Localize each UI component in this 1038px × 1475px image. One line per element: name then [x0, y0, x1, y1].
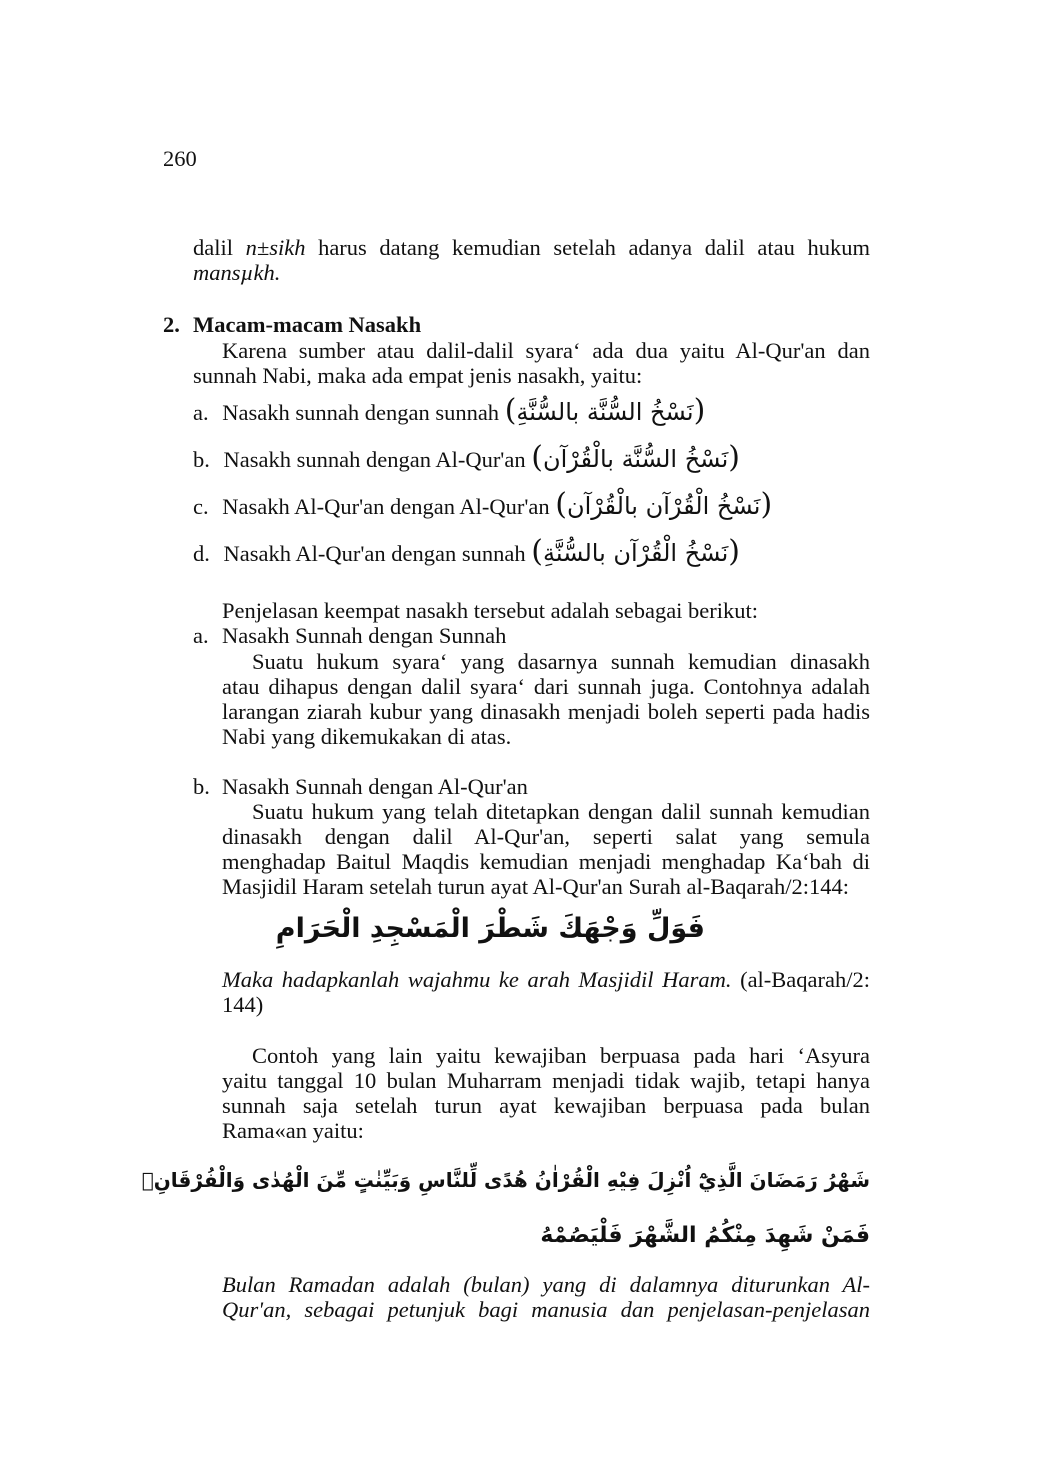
sub-a-letter: a.	[193, 623, 209, 648]
verse-baqarah-185-line-2: فَمَنْ شَهِدَ مِنْكُمُ الشَّهْرَ فَلْيَصُمْهُ	[540, 1223, 870, 1248]
intro-line-2: mansµkh.	[193, 260, 281, 285]
explanation-intro: Penjelasan keempat nasakh tersebut adalah sebagai berikut:	[222, 598, 759, 623]
translation-ref: (al-Baqarah/2:	[740, 967, 871, 992]
sub-b-line-3: menghadap Baitul Maqdis kemudian menjadi menghadap Ka‘bah di	[222, 849, 870, 874]
type-letter: b.	[193, 447, 210, 472]
type-arabic: نَسْخُ الْقُرْآن بالسُّنَّةِ	[542, 539, 729, 567]
verse-baqarah-144: فَوَلِّ وَجْهَكَ شَطْرَ الْمَسْجِدِ الْحَرَامِ	[275, 913, 705, 944]
type-letter: c.	[193, 494, 209, 519]
verse-baqarah-185-line-1: شَهْرُ رَمَضَانَ الَّذِيْٓ اُنْزِلَ فِيْهِ الْقُرْاٰنُ هُدًى لِّلنَّاسِ وَبَيِّنٰتٍ مِّنَ الْهُدٰى وَالْفُرْقَانِۚ	[141, 1168, 870, 1192]
intro-text: dalil	[193, 235, 246, 260]
sub-b-title: Nasakh Sunnah dengan Al-Qur'an	[222, 774, 528, 799]
sub-a-line-1: Suatu hukum syara‘ yang dasarnya sunnah kemudian dinasakh	[252, 649, 870, 674]
type-item-a	[193, 393, 706, 428]
sub-a-line-4: Nabi yang dikemukakan di atas.	[222, 724, 512, 749]
sub-a-title: Nasakh Sunnah dengan Sunnah	[222, 623, 507, 648]
section-number: 2.	[163, 312, 180, 337]
type-item-b	[193, 440, 740, 475]
type-label: Nasakh Al-Qur'an dengan Al-Qur'an	[222, 494, 550, 519]
sub-b-line-2: dinasakh dengan dalil Al-Qur'an, seperti salat yang semula	[222, 824, 870, 849]
type-arabic: نَسْخُ السُّنَّة بالْقُرْآن	[542, 445, 729, 473]
example-line-1: Contoh yang lain yaitu kewajiban berpuasa pada hari ‘Asyura	[252, 1043, 870, 1068]
paren-close: )	[760, 487, 773, 522]
paren-open: (	[531, 534, 543, 569]
type-letter: d.	[193, 541, 210, 566]
section-para-line-2: sunnah Nabi, maka ada empat jenis nasakh, yaitu:	[193, 363, 643, 388]
intro-line-1	[193, 235, 870, 260]
example-line-4: Rama«an yaitu:	[222, 1118, 364, 1143]
translation-baqarah-144	[222, 967, 870, 992]
translation-text: Maka hadapkanlah wajahmu ke arah Masjidil Haram.	[222, 967, 732, 992]
translation-185-line-2: Qur'an, sebagai petunjuk bagi manusia dan penjelasan-penjelasan	[222, 1297, 870, 1322]
sub-a-line-3: larangan ziarah kubur yang dinasakh menjadi boleh seperti pada hadis	[222, 699, 870, 724]
type-label: Nasakh sunnah dengan sunnah	[222, 400, 500, 425]
type-item-c	[193, 487, 773, 522]
paren-close: )	[728, 534, 740, 569]
page-number: 260	[163, 146, 197, 171]
translation-ref-cont: 144)	[222, 992, 264, 1017]
intro-text-rest: harus datang kemudian setelah adanya dalil atau hukum	[305, 235, 870, 260]
type-arabic: نَسْخُ الْقُرْآن بالْقُرْآن	[567, 492, 761, 520]
example-line-2: yaitu tanggal 10 bulan Muharram menjadi tidak wajib, tetapi hanya	[222, 1068, 870, 1093]
sub-b-line-1: Suatu hukum yang telah ditetapkan dengan dalil sunnah kemudian	[252, 799, 870, 824]
paren-open: (	[555, 487, 567, 522]
paren-close: )	[693, 393, 706, 428]
section-title: Macam-macam Nasakh	[193, 312, 422, 337]
intro-term-nasikh: n±sikh	[245, 235, 306, 260]
type-item-d	[193, 534, 740, 569]
sub-a-line-2: atau dihapus dengan dalil syara‘ dari sunnah juga. Contohnya adalah	[222, 674, 870, 699]
sub-b-line-4: Masjidil Haram setelah turun ayat Al-Qur'an Surah al-Baqarah/2:144:	[222, 874, 850, 899]
type-letter: a.	[193, 400, 209, 425]
paren-close: )	[728, 440, 740, 475]
example-line-3: sunnah saja setelah turun ayat kewajiban berpuasa pada bulan	[222, 1093, 870, 1118]
sub-b-letter: b.	[193, 774, 210, 799]
type-label: Nasakh Al-Qur'an dengan sunnah	[223, 541, 526, 566]
section-para-line-1: Karena sumber atau dalil-dalil syara‘ ada dua yaitu Al-Qur'an dan	[222, 338, 870, 363]
translation-185-line-1: Bulan Ramadan adalah (bulan) yang di dalamnya diturunkan Al-	[222, 1272, 870, 1297]
paren-open: (	[504, 393, 517, 428]
type-arabic: نَسْخُ السُّنَّة بالسُّنَّةِ	[516, 398, 694, 426]
paren-open: (	[531, 440, 543, 475]
type-label: Nasakh sunnah dengan Al-Qur'an	[223, 447, 526, 472]
